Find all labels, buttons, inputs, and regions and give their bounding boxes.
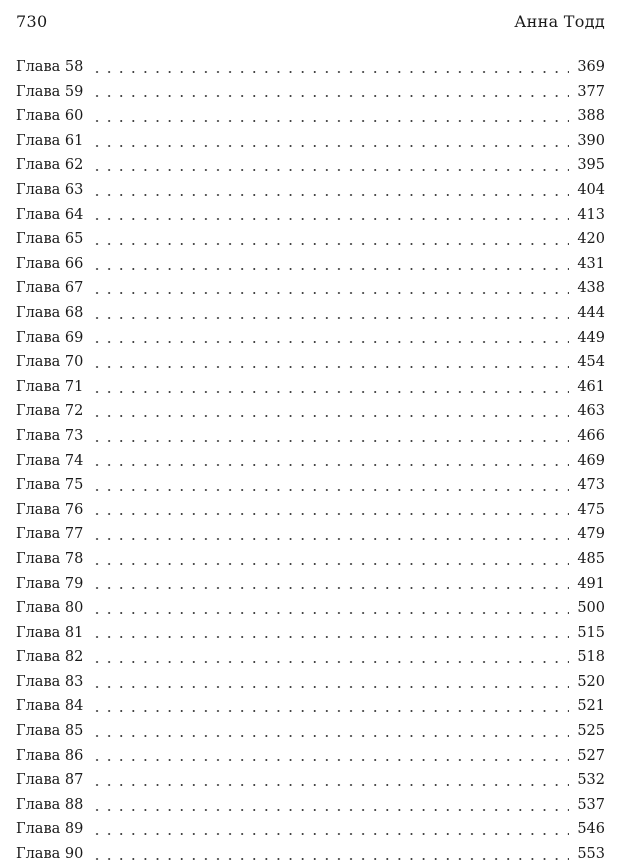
toc-entry-page: 431 <box>577 255 605 272</box>
toc-entry-page: 473 <box>577 477 605 494</box>
toc-entry-title: Глава 62 <box>16 157 84 174</box>
dot-leader <box>91 268 569 270</box>
toc-entry-page: 515 <box>577 624 605 641</box>
toc-entry <box>16 768 605 793</box>
page-number: 730 <box>16 12 48 31</box>
toc-entry-title: Глава 71 <box>16 378 84 395</box>
dot-leader <box>91 759 569 761</box>
toc-entry-title: Глава 73 <box>16 427 84 444</box>
toc-entry <box>16 55 605 80</box>
dot-leader <box>91 612 569 614</box>
toc-entry-title: Глава 58 <box>16 59 84 76</box>
toc-entry-title: Глава 59 <box>16 83 84 100</box>
toc-entry-title: Глава 77 <box>16 526 84 543</box>
dot-leader <box>91 735 569 737</box>
toc-entry-page: 537 <box>577 796 605 813</box>
toc-entry <box>16 596 605 621</box>
dot-leader <box>91 538 569 540</box>
toc-entry-page: 485 <box>577 550 605 567</box>
dot-leader <box>91 440 569 442</box>
toc-entry <box>16 498 605 523</box>
toc-entry-title: Глава 82 <box>16 649 84 666</box>
toc-entry-title: Глава 65 <box>16 231 84 248</box>
toc-entry-page: 404 <box>577 182 605 199</box>
toc-entry <box>16 621 605 646</box>
toc-entry <box>16 104 605 129</box>
toc-entry-page: 469 <box>577 452 605 469</box>
toc-entry-page: 527 <box>577 747 605 764</box>
toc-entry-page: 395 <box>577 157 605 174</box>
page-header <box>16 12 605 34</box>
toc-entry-title: Глава 74 <box>16 452 84 469</box>
dot-leader <box>91 464 569 466</box>
toc-entry-title: Глава 80 <box>16 600 84 617</box>
toc-entry-title: Глава 90 <box>16 846 84 863</box>
toc-entry <box>16 153 605 178</box>
dot-leader <box>91 391 569 393</box>
toc-entry-title: Глава 83 <box>16 673 84 690</box>
dot-leader <box>91 366 569 368</box>
dot-leader <box>91 95 569 97</box>
toc-entry <box>16 645 605 670</box>
toc-entry-title: Глава 60 <box>16 108 84 125</box>
toc-entry <box>16 399 605 424</box>
dot-leader <box>91 169 569 171</box>
toc-entry-title: Глава 79 <box>16 575 84 592</box>
toc-entry-page: 369 <box>577 59 605 76</box>
dot-leader <box>91 292 569 294</box>
toc-entry-page: 449 <box>577 329 605 346</box>
toc-entry <box>16 80 605 105</box>
toc-entry-title: Глава 81 <box>16 624 84 641</box>
toc-entry-title: Глава 84 <box>16 698 84 715</box>
dot-leader <box>91 710 569 712</box>
dot-leader <box>91 563 569 565</box>
dot-leader <box>91 71 569 73</box>
toc-entry-page: 553 <box>577 846 605 863</box>
toc-entry-title: Глава 63 <box>16 182 84 199</box>
toc-entry <box>16 744 605 769</box>
toc-entry <box>16 473 605 498</box>
toc-entry-title: Глава 72 <box>16 403 84 420</box>
dot-leader <box>91 120 569 122</box>
toc-entry-title: Глава 85 <box>16 723 84 740</box>
dot-leader <box>91 784 569 786</box>
toc-entry <box>16 129 605 154</box>
toc-entry <box>16 817 605 842</box>
running-head-author: Анна Тодд <box>514 12 605 31</box>
toc-entry-title: Глава 88 <box>16 796 84 813</box>
toc-entry-page: 479 <box>577 526 605 543</box>
toc-entry-page: 518 <box>577 649 605 666</box>
toc-entry-page: 377 <box>577 83 605 100</box>
toc-entry <box>16 793 605 818</box>
toc-entry-page: 388 <box>577 108 605 125</box>
toc-entry <box>16 670 605 695</box>
toc-entry-page: 525 <box>577 723 605 740</box>
toc-entry-title: Глава 70 <box>16 354 84 371</box>
dot-leader <box>91 513 569 515</box>
dot-leader <box>91 218 569 220</box>
toc-entry <box>16 375 605 400</box>
toc-entry <box>16 350 605 375</box>
dot-leader <box>91 145 569 147</box>
toc-entry <box>16 719 605 744</box>
toc-entry <box>16 276 605 301</box>
toc-entry <box>16 326 605 351</box>
toc-entry <box>16 203 605 228</box>
dot-leader <box>91 317 569 319</box>
dot-leader <box>91 661 569 663</box>
toc-entry <box>16 178 605 203</box>
toc-entry-page: 475 <box>577 501 605 518</box>
toc-entry-page: 444 <box>577 304 605 321</box>
toc-entry <box>16 842 605 867</box>
dot-leader <box>91 194 569 196</box>
dot-leader <box>91 686 569 688</box>
toc-entry-page: 438 <box>577 280 605 297</box>
dot-leader <box>91 587 569 589</box>
toc-entry <box>16 571 605 596</box>
table-of-contents <box>16 55 605 867</box>
toc-entry-page: 532 <box>577 772 605 789</box>
toc-entry-title: Глава 68 <box>16 304 84 321</box>
toc-entry-page: 420 <box>577 231 605 248</box>
toc-entry <box>16 522 605 547</box>
dot-leader <box>91 415 569 417</box>
toc-entry-page: 461 <box>577 378 605 395</box>
toc-entry-title: Глава 64 <box>16 206 84 223</box>
toc-entry <box>16 547 605 572</box>
toc-entry-title: Глава 69 <box>16 329 84 346</box>
toc-entry-page: 520 <box>577 673 605 690</box>
dot-leader <box>91 489 569 491</box>
dot-leader <box>91 833 569 835</box>
toc-entry-title: Глава 75 <box>16 477 84 494</box>
toc-entry <box>16 424 605 449</box>
toc-entry-title: Глава 89 <box>16 821 84 838</box>
toc-entry-title: Глава 67 <box>16 280 84 297</box>
dot-leader <box>91 243 569 245</box>
toc-entry-page: 454 <box>577 354 605 371</box>
toc-entry-title: Глава 86 <box>16 747 84 764</box>
toc-entry <box>16 252 605 277</box>
toc-entry-page: 413 <box>577 206 605 223</box>
toc-entry-title: Глава 66 <box>16 255 84 272</box>
toc-entry <box>16 694 605 719</box>
toc-entry-title: Глава 87 <box>16 772 84 789</box>
toc-entry-page: 466 <box>577 427 605 444</box>
toc-entry <box>16 449 605 474</box>
toc-entry-title: Глава 78 <box>16 550 84 567</box>
dot-leader <box>91 341 569 343</box>
toc-entry-page: 463 <box>577 403 605 420</box>
toc-entry <box>16 301 605 326</box>
dot-leader <box>91 636 569 638</box>
toc-entry-page: 546 <box>577 821 605 838</box>
toc-entry-page: 500 <box>577 600 605 617</box>
toc-entry-page: 491 <box>577 575 605 592</box>
toc-entry-title: Глава 61 <box>16 132 84 149</box>
toc-entry-page: 390 <box>577 132 605 149</box>
toc-entry <box>16 227 605 252</box>
toc-entry-title: Глава 76 <box>16 501 84 518</box>
dot-leader <box>91 809 569 811</box>
toc-entry-page: 521 <box>577 698 605 715</box>
dot-leader <box>91 858 569 860</box>
